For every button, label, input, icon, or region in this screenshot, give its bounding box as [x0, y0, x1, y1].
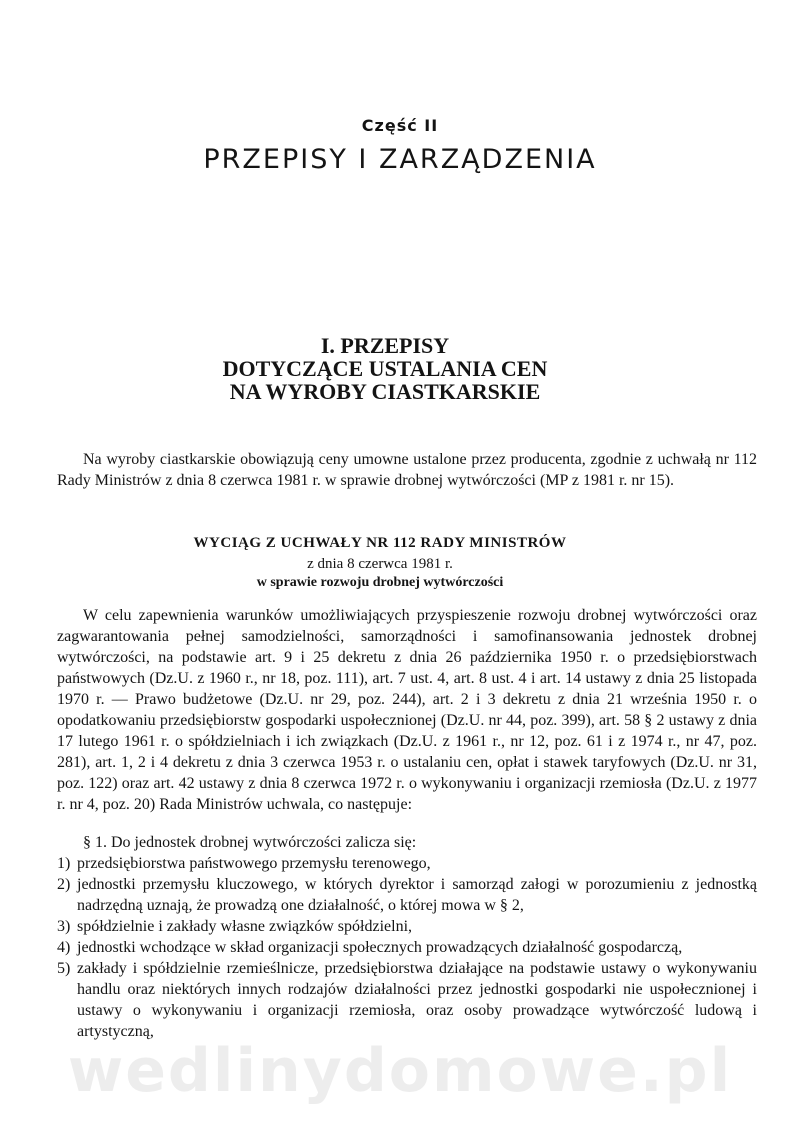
resolution-preamble: W celu zapewnienia warunków umożliwiających przyspieszenie rozwoju drobnej wytwórczości oraz zagwarantowania pełnej samodzielności, samorządności i samofinansowania jednostek drobnej wytwórczości, na podstawie art. 9 i 25 dekretu z dnia 26 października 1950 r. o przedsiębiorstwach państwowych (Dz.U. z 1960 r., nr 18, poz. 111), art. 7 ust. 4, art. 8 ust. 4 i art. 14 ustawy z dnia 25 listopada 1970 r. — Prawo budżetowe (Dz.U. nr 29, poz. 244), art. 2 i 3 dekretu z dnia 21 września 1950 r. o opodatkowaniu przedsiębiorstw gospodarki uspołecznionej (Dz.U. nr 44, poz. 399), art. 58 § 2 ustawy z dnia 17 lutego 1961 r. o spółdzielniach i ich związkach (Dz.U. z 1961 r., nr 12, poz. 61 i z 1974 r., nr 47, poz. 281), art. 1, 2 i 4 dekretu z dnia 3 czerwca 1953 r. o ustalaniu cen, opłat i stawek taryfowych (Dz.U. nr 31, poz. 122) oraz art. 42 ustawy z dnia 8 czerwca 1972 r. o wykonywaniu i organizacji rzemiosła (Dz.U. z 1977 r. nr 4, poz. 20) Rada Ministrów uchwala, co następuje:: [57, 607, 757, 813]
list-item-text: zakłady i spółdzielnie rzemieślnicze, przedsiębiorstwa działające na podstawie ustawy o wykonywaniu handlu oraz niektórych innych rodzajów działalności przez jednostki gospodarki nie uspołecznionej i ustawy o wykonywaniu i organizacji rzemiosła, oraz osoby prowadzące wytwórczość ludową i artystyczną,: [77, 960, 757, 1040]
chapter-title-line-3: NA WYROBY CIASTKARSKIE: [229, 379, 541, 404]
list-item-number: 3): [57, 918, 71, 935]
list-item: [57, 916, 757, 937]
list-item-number: 1): [57, 855, 71, 872]
chapter-title: [0, 334, 770, 403]
intro-paragraph-block: [57, 449, 757, 491]
list-item-text: przedsiębiorstwa państwowego przemysłu terenowego,: [77, 855, 431, 872]
part-title: PRZEPISY I ZARZĄDZENIA: [203, 144, 597, 175]
list-item-text: spółdzielnie i zakłady własne związków spółdzielni,: [77, 918, 413, 935]
list-item-number: 4): [57, 939, 71, 956]
resolution-body: [57, 605, 757, 815]
chapter-title-line-2: DOTYCZĄCE USTALANIA CEN: [222, 356, 548, 381]
list-item: [57, 853, 757, 874]
list-item-number: 2): [57, 876, 71, 893]
resolution-subject: w sprawie rozwoju drobnej wytwórczości: [256, 575, 504, 590]
section-1: [57, 832, 757, 853]
resolution-heading: WYCIĄG Z UCHWAŁY NR 112 RADY MINISTRÓW: [193, 535, 567, 551]
part-label: Część II: [361, 116, 439, 135]
watermark: wedlinydomowe.pl: [67, 1036, 733, 1106]
section-1-heading: § 1. Do jednostek drobnej wytwórczości zalicza się:: [83, 834, 417, 851]
list-item-text: jednostki wchodzące w skład organizacji społecznych prowadzących działalność gospodarczą,: [77, 939, 683, 956]
intro-paragraph: Na wyroby ciastkarskie obowiązują ceny umowne ustalone przez producenta, zgodnie z uchwałą nr 112 Rady Ministrów z dnia 8 czerwca 1981 r. w sprawie drobnej wytwórczości (MP z 1981 r. nr 15).: [57, 451, 757, 489]
list-item-number: 5): [57, 960, 71, 977]
list-item: [57, 874, 757, 916]
list-item: [57, 937, 757, 958]
list-item: [57, 958, 757, 1042]
entity-list: [57, 853, 757, 1042]
chapter-title-line-1: I. PRZEPISY: [320, 333, 450, 358]
resolution-date: z dnia 8 czerwca 1981 r.: [307, 556, 453, 572]
list-item-text: jednostki przemysłu kluczowego, w których dyrektor i samorząd załogi w porozumieniu z jednostką nadrzędną uznają, że prowadzą one działalność, o której mowa w § 2,: [77, 876, 757, 914]
